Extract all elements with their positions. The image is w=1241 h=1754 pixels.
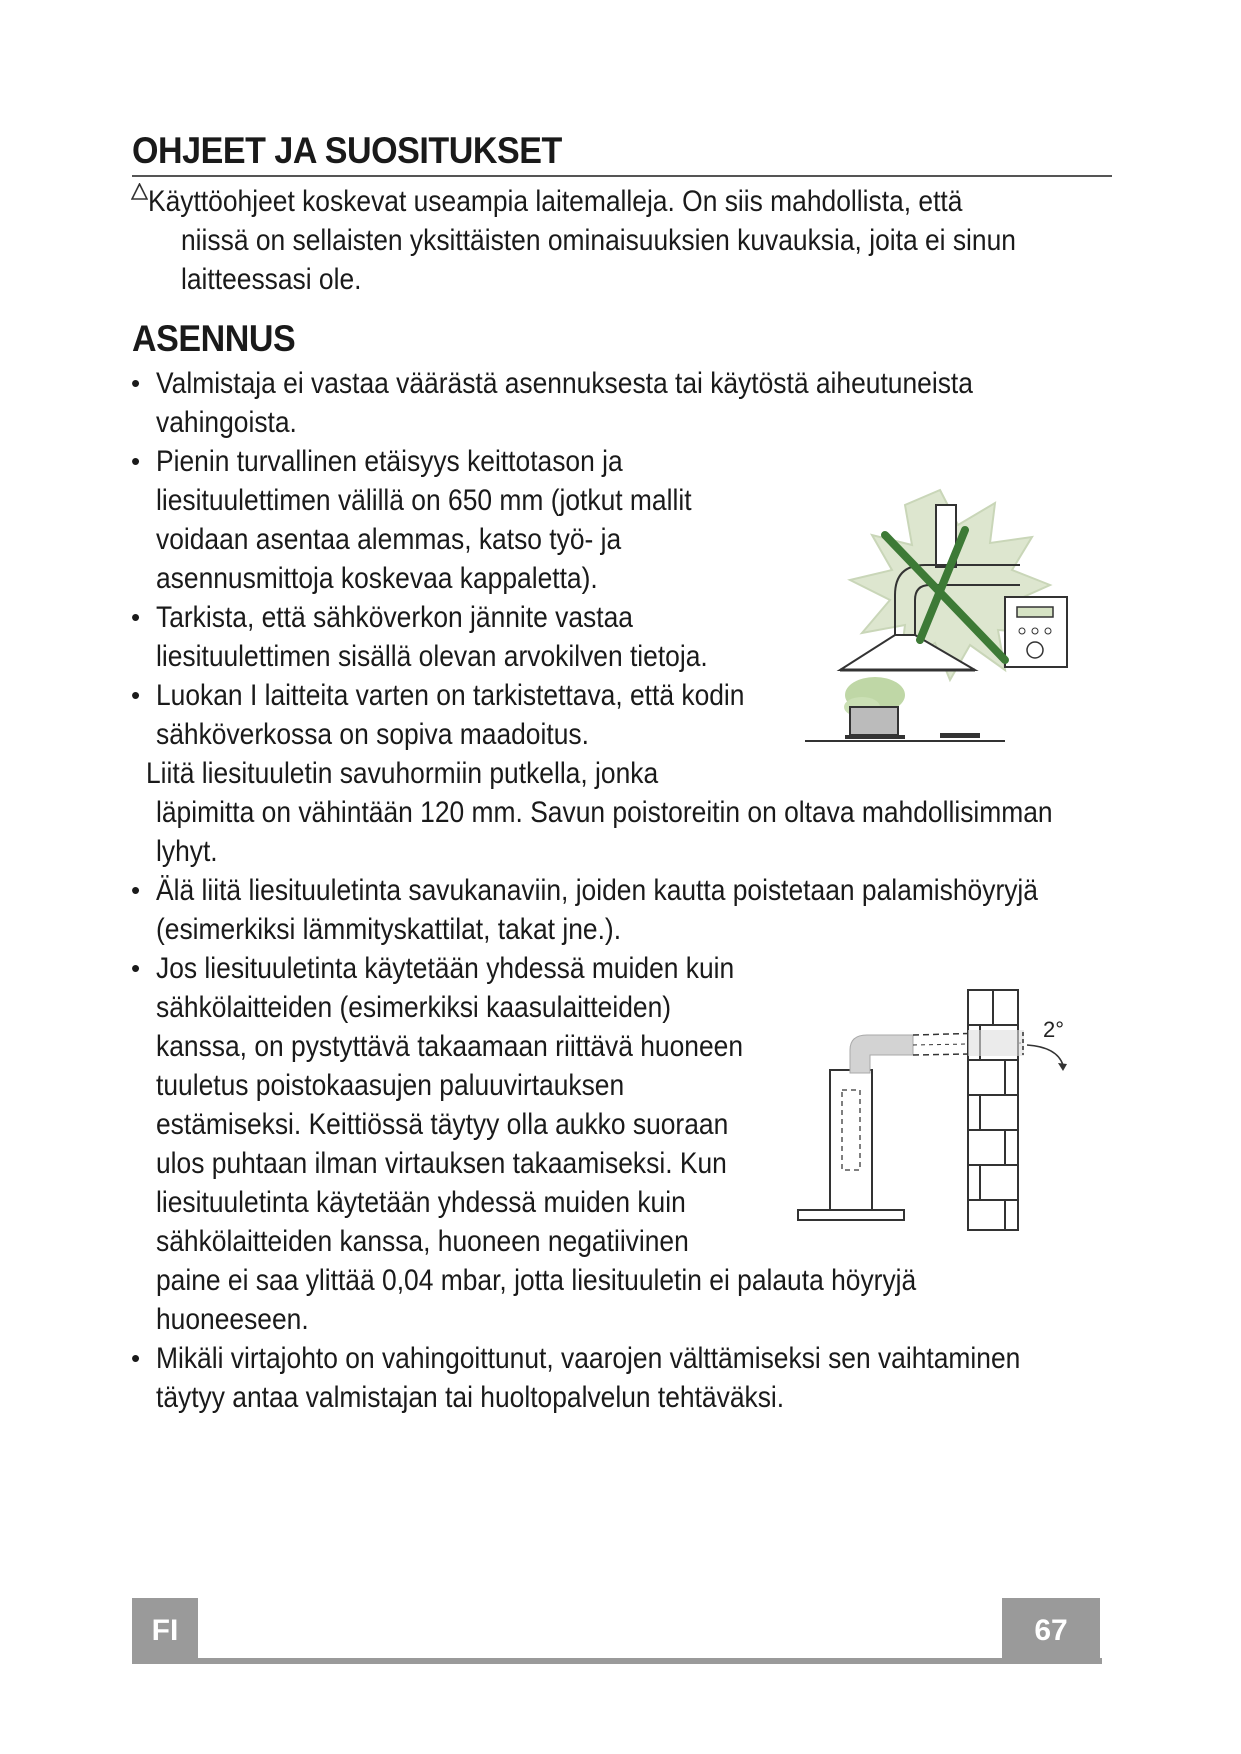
list-item-line: lyhyt.	[156, 835, 218, 868]
note-line-2: niissä on sellaisten yksittäisten ominaisuuksien kuvauksia, joita ei sinun	[181, 224, 1016, 257]
footer-language-badge: FI	[132, 1598, 198, 1664]
bullet: •	[131, 1343, 141, 1373]
section-title-instructions: OHJEET JA SUOSITUKSET	[132, 130, 562, 171]
bullet: •	[131, 953, 141, 983]
duct-elbow	[850, 1035, 913, 1073]
list-item-line: huoneeseen.	[156, 1303, 309, 1336]
bullet: •	[131, 446, 141, 476]
list-item-line: sähköverkossa on sopiva maadoitus.	[156, 718, 589, 751]
page-number: 67	[1002, 1598, 1100, 1664]
list-item-line: liesituulettimen välillä on 650 mm (jotkut mallit	[156, 484, 692, 517]
cooking-pot	[850, 707, 898, 735]
list-item-line: ulos puhtaan ilman virtauksen takaamiseksi. Kun	[156, 1147, 727, 1180]
list-item-line: Tarkista, että sähköverkon jännite vastaa	[156, 601, 633, 634]
list-item-line: (esimerkiksi lämmityskattilat, takat jne.).	[156, 913, 622, 946]
footer-line	[132, 1658, 1102, 1664]
list-item-line: Luokan I laitteita varten on tarkistettava, että kodin	[156, 679, 745, 712]
list-item-line: voidaan asentaa alemmas, katso työ- ja	[156, 523, 622, 556]
list-item-line: vahingoista.	[156, 406, 297, 439]
section-title-installation: ASENNUS	[132, 318, 296, 359]
list-item-line: sähkölaitteiden kanssa, huoneen negatiivinen	[156, 1225, 689, 1258]
list-item-line: kanssa, on pystyttävä takaamaan riittävä huoneen	[156, 1030, 744, 1063]
list-item-line: paine ei saa ylittää 0,04 mbar, jotta liesituuletin ei palauta höyryjä	[156, 1264, 917, 1297]
list-item-line: liesituulettimen sisällä olevan arvokilven tietoja.	[156, 640, 708, 673]
list-item-line: tuuletus poistokaasujen paluuvirtauksen	[156, 1069, 625, 1102]
list-item-line: Pienin turvallinen etäisyys keittotason ja	[156, 445, 623, 478]
list-item-line: sähkölaitteiden (esimerkiksi kaasulaitteiden)	[156, 991, 672, 1024]
list-item-line: liesituuletinta käytetään yhdessä muiden kuin	[156, 1186, 686, 1219]
chimney-column	[830, 1070, 872, 1210]
list-item-line: Liitä liesituuletin savuhormiin putkella, jonka	[146, 757, 659, 790]
note-line-1: Käyttöohjeet koskevat useampia laitemalleja. On siis mahdollista, että	[148, 185, 963, 218]
list-item-line: asennusmittoja koskevaa kappaletta).	[156, 562, 598, 595]
bullet: •	[131, 875, 141, 905]
list-item-line: Valmistaja ei vastaa väärästä asennuksesta tai käytöstä aiheutuneista	[156, 367, 973, 400]
slope-angle-label: 2°	[1043, 1017, 1065, 1042]
bullet: •	[131, 368, 141, 398]
list-item-line: estämiseksi. Keittiössä täytyy olla aukko suoraan	[156, 1108, 729, 1141]
list-item-line: Jos liesituuletinta käytetään yhdessä muiden kuin	[156, 952, 735, 985]
bullet: •	[131, 602, 141, 632]
list-item-line: täytyy antaa valmistajan tai huoltopalvelun tehtäväksi.	[156, 1381, 785, 1414]
bullet: •	[131, 680, 141, 710]
list-item-line: Mikäli virtajohto on vahingoittunut, vaarojen välttämiseksi sen vaihtaminen	[156, 1342, 1021, 1375]
brick-wall	[968, 990, 1018, 1230]
illustration-hood-no-boiler	[800, 485, 1080, 760]
warning-triangle-icon	[131, 183, 148, 200]
note-line-3: laitteessasi ole.	[181, 263, 362, 296]
list-item-line: läpimitta on vähintään 120 mm. Savun poistoreitin on oltava mahdollisimman	[156, 796, 1053, 829]
title-divider	[132, 175, 1112, 177]
illustration-duct-slope	[795, 985, 1085, 1235]
slope-arrow	[1027, 1045, 1063, 1065]
list-item-line: Älä liitä liesituuletinta savukanaviin, joiden kautta poistetaan palamishöyryjä	[156, 874, 1038, 907]
